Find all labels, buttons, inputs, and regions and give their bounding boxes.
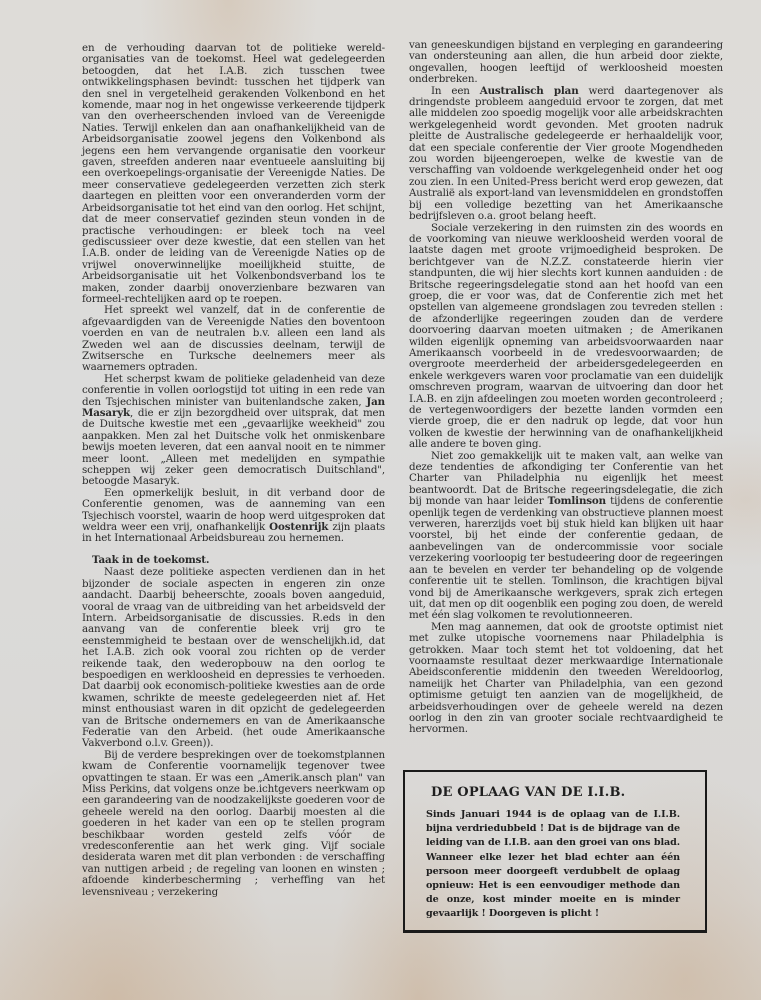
tomlinson-text-after: tijdens de conferentie openlijk tegen de verdenking van obstructieve plannen moest verweren, harerzijds voet bij stuk hield kan blijken uit haar voorstel, bij het einde der conferentie gedaan, de aanbevelingen van de ondercommissie voor sociale verzekering voorloopig ter bestudeering door de regeeringen aan te bevelen en verder ter behandeling op de volgende conferentie uit te stellen. Tomlinson, die krachtigen bijval vond bij de Amerikaansche werkgevers, sprak zich ertegen uit, dat men op dit oogenblik een poging zou doen, de wereld met één slag volkomen te revolutionneeren. <box>409 495 723 622</box>
paragraph-neutrals: Het spreekt wel vanzelf, dat in de conferentie de afgevaardigden van de Vereenigde Naties den boventoon voerden en van de neutralen b.v. alleen een land als Zweden wel aan de discussies deelnam, terwijl de Zwitsersche en Turksche deelnemers meer als waarnemers optraden. <box>82 304 385 374</box>
australisch-name: Australisch plan <box>479 84 579 97</box>
paragraph-social-insurance: Sociale verzekering in den ruimsten zin des woords en de voorkoming van nieuwe werkloosheid werden vooral de laatste dagen met groote vrijmoedigheid besproken. De berichtgever van de N.Z.Z. constateerde hierin vier standpunten, die wij hier slechts kort kunnen aanduiden : de Britsche regeeringsdelegatie stond aan het hoofd van een groep, die er voor was, dat de Conferentie zich met het opstellen van algemeene grondslagen zou tevreden stellen : de afzonderlijke regeeringen zouden dan de verdere doorvoering daarvan moeten uitmaken ; de Amerikanen wilden eigenlijk opneming van arbeidsvoorwaarden naar Amerikaansch voorbeeld in de vredesvoorwaarden; de overgroote meerderheid der arbeidersgedelegeerden en enkele werkgevers waren voor proclamatie van een duidelijk omschreven program, waarvan de uitvoering dan door het I.A.B. en zijn afdeelingen zou moeten worden gecontroleerd ; de vertegenwoordigers der bezette landen vormden een vierde groep, die er den nadruk op legde, dat voor hun volken de kwestie der herwinning van de onafhankelijkheid alle andere te boven ging. <box>409 221 723 451</box>
left-column <box>82 43 385 898</box>
notice-box-title: DE OPLAAG VAN DE I.I.B. <box>431 785 626 800</box>
australisch-text-after: werd daartegenover als dringendste probleem aangeduid ervoor te zorgen, dat met alle middelen zoo spoedig mogelijk voor alle arbeidskrachten werkgelegenheid wordt gevonden. Met grooten nadruk pleitte de Australische gedelegeerde er herhaaldelijk voor, dat een speciale conferentie der Vier groote Mogendheden zou worden bijeengeroepen, welke de kwestie van de verschaffing van voldoende werkgelegenheid onder het oog zou zien. In een United-Press bericht werd erop gewezen, dat Australië als export-land van levensmiddelen en grondstoffen bij een volledige bezetting van het Amerikaansche bedrijfsleven o.a. groot belang heeft. <box>409 84 723 223</box>
tomlinson-text-before: Niet zoo gemakkelijk uit te maken valt, aan welke van deze tendenties de afkondiging ter Conferentie van het Charter van Philadelphia nu eigenlijk het meest beantwoordt. Dat de Britsche regeeringsdelegatie, die zich bij monde van haar leider <box>409 449 723 508</box>
paragraph-tomlinson <box>409 451 723 622</box>
oostenrijk-text-after: zijn plaats in het Internationaal Arbeidsbureau zou hernemen. <box>82 521 385 545</box>
paragraph-australisch <box>409 86 723 223</box>
notice-box <box>403 770 707 933</box>
australisch-text-before: In een <box>431 84 480 97</box>
notice-box-text: Sinds Januari 1944 is de oplaag van de I.I.B. bijna verdriedubbeld ! Dat is de bijdrage van de leiding van de I.I.B. aan den groei van ons blad. Wanneer elke lezer het blad echter aan één persoon meer doorgeeft verdubbelt de oplaag opnieuw: Het is een eenvoudiger methode dan de onze, kost minder moeite en is minder gevaarlijk ! Doorgeven is plicht ! <box>426 809 680 920</box>
masaryk-text-before: Het scherpst kwam de politieke geladenheid van deze conferentie in vollen oorlogstijd tot uiting in een rede van den Tsjechischen minister van buitenlandsche zaken, <box>82 372 385 408</box>
paragraph-organisations: en de verhouding daarvan tot de politieke wereld-organisaties van de toekomst. Heel wat gedelegeerden betoogden, dat het I.A.B. zich tusschen twee ontwikkelingsphasen bevindt: tusschen het tijdperk van den snel in vergetelheid gerakenden Volkenbond en het komende, maar nog in het ongewisse verkeerende tijdperk van den overheerschenden invloed van de Vereenigde Naties. Terwijl enkelen dan aan onafhankelijkheid van de Arbeidsorganisatie zoowel jegens den Volkenbond als jegens een hem vervangende organisatie den voorkeur gaven, streefden anderen naar eventueele aansluiting bij een overkoepelings-organisatie der Vereenigde Naties. De meer conservatieve gedelegeerden verzetten zich sterk daartegen en pleitten voor een onveranderden vorm der Arbeidsorganisatie tot het eind van den oorlog. Het schijnt, dat de meer conservatief gezinden steun vonden in de practische verhoudingen: er bleek toch na veel gediscussieer over deze kwestie, dat een stellen van het I.A.B. onder de leiding van de Vereenigde Naties op de vrijwel onoverwinnelijke moeilijkheid stuitte, de Arbeidsorganisatie uit het Volkenbondsverband los te maken, zonder daarbij onoverzienbare bezwaren van formeel-rechtelijken aard op te roepen. <box>82 42 385 305</box>
paragraph-masaryk <box>82 374 385 488</box>
tomlinson-name: Tomlinson <box>547 495 606 508</box>
subheading-taak: Taak in de toekomst. <box>92 553 210 566</box>
masaryk-name: Jan Masaryk <box>82 395 385 419</box>
paragraph-future-plans: Bij de verdere besprekingen over de toekomstplannen kwam de Conferentie voornamelijk tegenover twee opvattingen te staan. Er was een „Amerik.ansch plan" van Miss Perkins, dat volgens onze be.ichtgevers neerkwam op een garandeering van de noodzakelijkste goederen voor de geheele wereld na den oorlog. Daarbij moesten al die goederen in het kader van een op te stellen program beschikbaar worden gesteld zelfs vóór de vredesconferentie aan het werk ging. Vijf sociale desiderata waren met dit plan verbonden : de verschaffing van nuttigen arbeid ; de regeling van loonen en winsten ; afdoende kinderbescherming ; verheffing van het levensniveau ; verzekering <box>82 748 385 898</box>
paragraph-medical: van geneeskundigen bijstand en verpleging en garandeering van ondersteuning aan allen, die hun arbeid door ziekte, ongevallen, hoogen leeftijd of werkloosheid moesten onderbreken. <box>409 39 723 86</box>
right-column <box>409 40 723 736</box>
oostenrijk-text-before: Een opmerkelijk besluit, in dit verband door de Conferentie genomen, was de aanneming van een Tsjechisch voorstel, waarin de hoop werd uitgesproken dat weldra weer een vrij, onafhankelijk <box>82 486 385 534</box>
masaryk-text-after: , die er zijn bezorgdheid over uitsprak, dat men de Duitsche kwestie met een „gevaarlijke weekheid" zou aanpakken. Men zal het Duitsche volk het onmiskenbare bewijs moeten leveren, dat een aanval nooit en te nimmer meer loont. „Alleen met medelijden en sympathie scheppen wij zeker geen democratisch Duitschland", betoogde Masaryk. <box>82 407 385 488</box>
paragraph-social-aspects: Naast deze politieke aspecten verdienen dan in het bijzonder de sociale aspecten in engeren zin onze aandacht. Daarbij beheerschte, zooals boven aangeduid, vooral de vraag van de uitbreiding van het arbeidsveld der Intern. Arbeidsorganisatie de discussies. R.eds in den aanvang van de conferentie bleek vrij gro te eenstemmigheid te bestaan over de wenschelijkh.id, dat het I.A.B. zich ook vooral zou richten op de verder reikende taak, den wederopbouw na den oorlog te bespoedigen en werkloosheid en depressies te verhoeden. Dat daarbij ook economisch-politieke kwesties aan de orde kwamen, schrikte de meeste gedelegeerden niet af. Het minst enthousiast waren in dit opzicht de gedelegeerden van de Britsche ondernemers en van de Amerikaansche Federatie van den Arbeid. (het oude Amerikaansche Vakverbond o.l.v. Green)). <box>82 566 385 750</box>
oostenrijk-name: Oostenrijk <box>269 521 329 534</box>
paragraph-optimism: Men mag aannemen, dat ook de grootste optimist niet met zulke utopische voornemens naar Philadelphia is getrokken. Maar toch stemt het tot voldoening, dat het voornaamste resultaat dezer merkwaardige Internationale Abeidsconferentie middenin den tweeden Wereldoorlog, nameiijk het Charter van Philadelphia, van een gezond optimisme getuigt ten aanzien van de mogelijkheid, de arbeidsverhoudingen over de geheele wereld na dezen oorlog in den zin van grooter sociale rechtvaardigheid te hervormen. <box>409 620 723 736</box>
paragraph-oostenrijk <box>82 488 385 545</box>
